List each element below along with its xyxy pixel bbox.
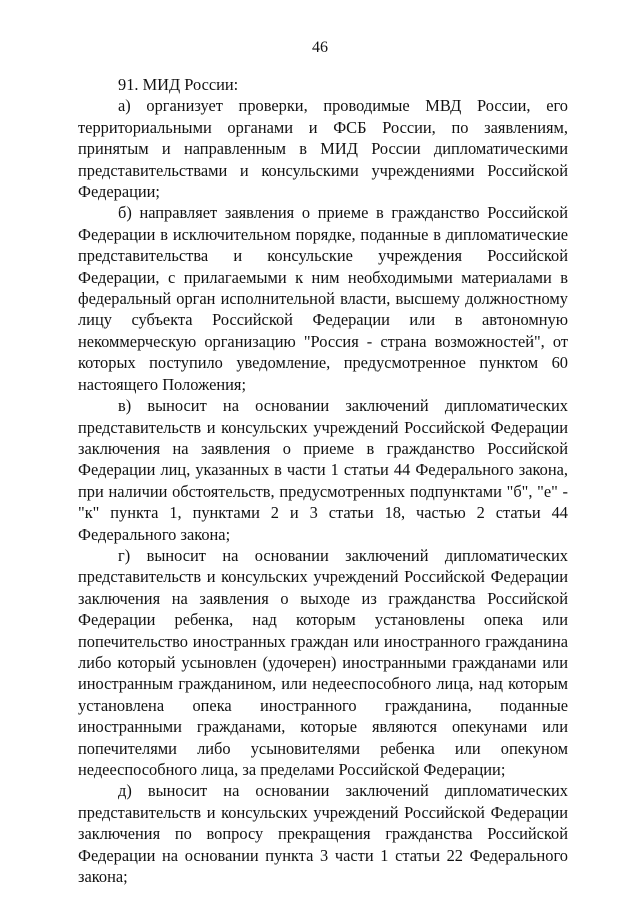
paragraph-item-a: а) организует проверки, проводимые МВД России, его территориальными органами и ФСБ России, по заявлениям, принятым и направленным в МИД России дипломатическими представительствами и консульскими учреждениями Российской Федерации; <box>78 96 568 202</box>
document-body <box>78 74 568 887</box>
paragraph-item-b: б) направляет заявления о приеме в гражданство Российской Федерации в исключительном порядке, поданные в дипломатические представительства и консульские учреждения Российской Федерации, с прилагаемыми к ним необходимыми материалами в федеральный орган исполнительной власти, высшему должностному лицу субъекта Российской Федерации или в автономную некоммерческую организацию "Россия - страна возможностей", от которых поступило уведомление, предусмотренное пунктом 60 настоящего Положения; <box>78 203 568 394</box>
section-heading: 91. МИД России: <box>118 75 239 94</box>
paragraph-item-g: г) выносит на основании заключений дипломатических представительств и консульских учреждений Российской Федерации заключения на заявления о выходе из гражданства Российской Федерации ребенка, над которым установлены опека или попечительство иностранных граждан или иностранного гражданина либо который усыновлен (удочерен) иностранными гражданами или иностранным гражданином, или недееспособного лица, над которым установлена опека иностранного гражданина, поданные иностранными гражданами, которые являются опекунами или попечителями либо усыновителями ребенка или опекуном недееспособного лица, за пределами Российской Федерации; <box>78 545 568 779</box>
paragraph-item-d: д) выносит на основании заключений дипломатических представительств и консульских учреждений Российской Федерации заключения по вопросу прекращения гражданства Российской Федерации на основании пункта 3 части 1 статьи 22 Федерального закона; <box>78 781 568 887</box>
page-number: 46 <box>312 39 328 56</box>
paragraph-item-v: в) выносит на основании заключений дипломатических представительств и консульских учреждений Российской Федерации заключения на заявления о приеме в гражданство Российской Федерации лиц, указанных в части 1 статьи 44 Федерального закона, при наличии обстоятельств, предусмотренных подпунктами "б", "е" - "к" пункта 1, пунктами 2 и 3 статьи 18, частью 2 статьи 44 Федерального закона; <box>78 396 568 544</box>
